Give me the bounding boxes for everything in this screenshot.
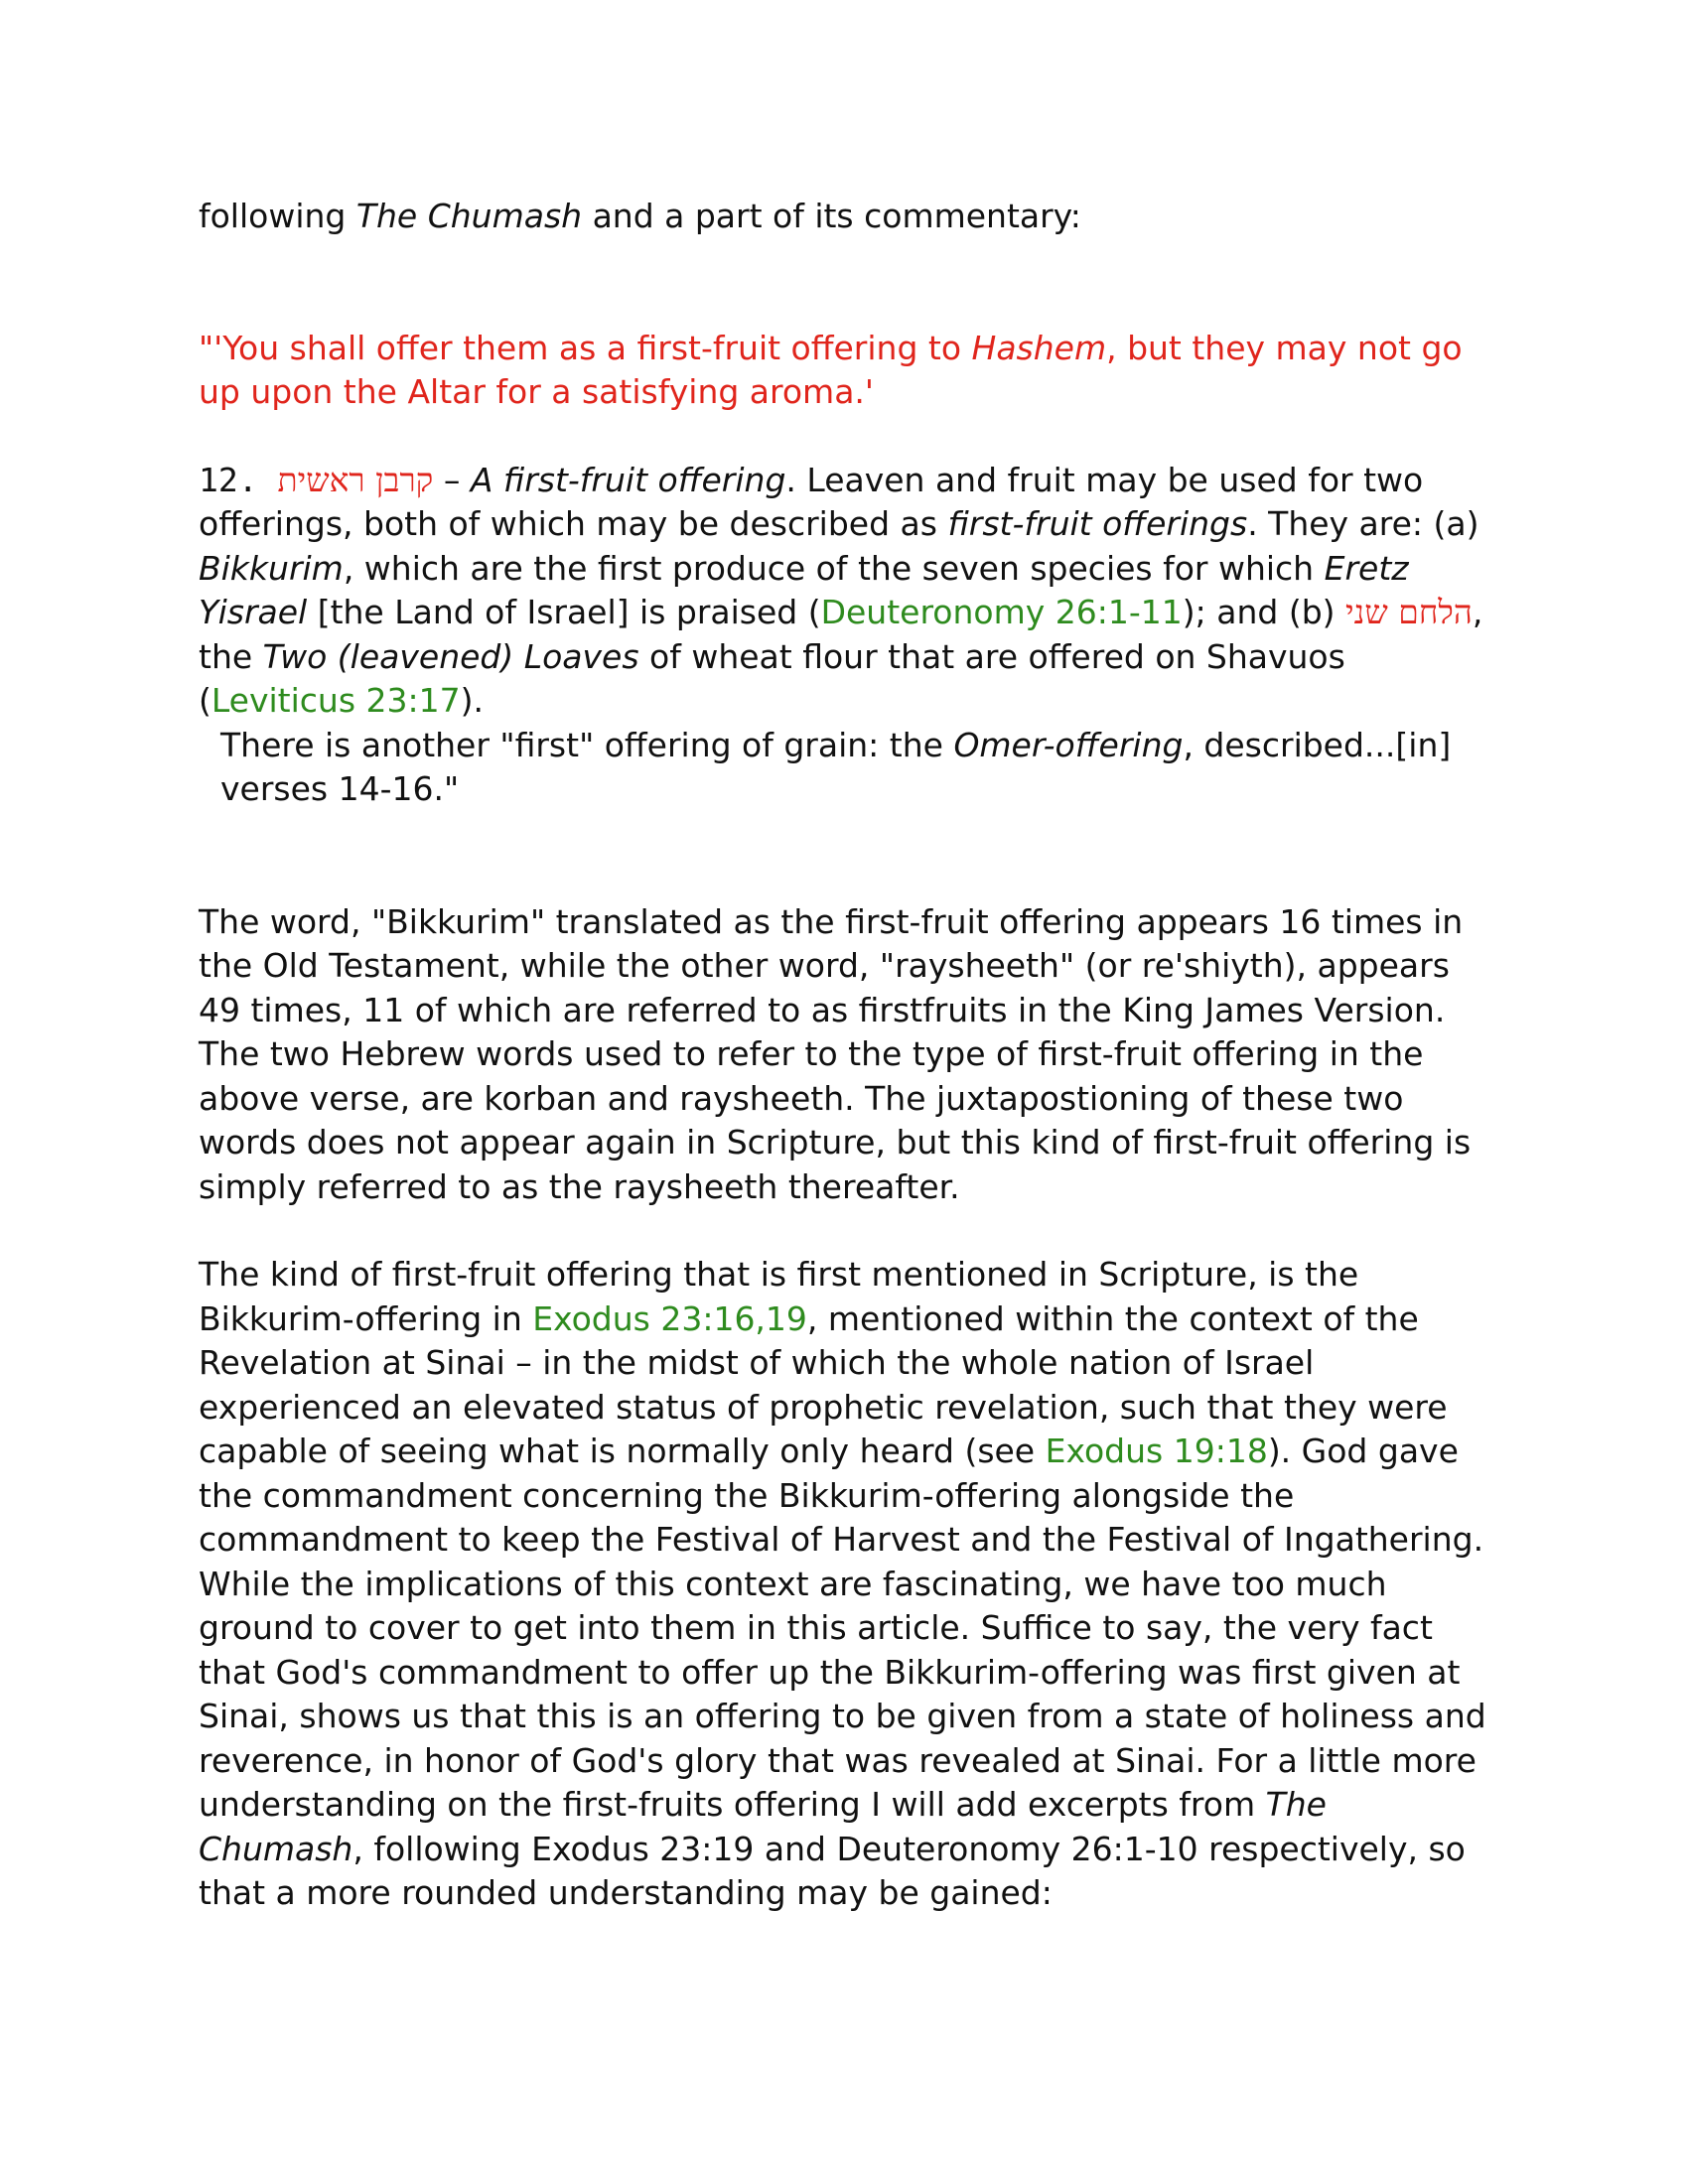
hashem-word: Hashem <box>971 328 1107 367</box>
title-translation: A first-fruit offering <box>470 460 786 499</box>
scripture-quote: "'You shall offer them as a first-fruit offering to Hashem, but they may not go up upon the Altar for a satisfying aroma.' <box>199 328 1463 411</box>
hebrew-title: קרבן ראשית <box>277 460 434 499</box>
document-page <box>199 195 1489 1916</box>
book-title: The Chumash <box>199 1785 1327 1868</box>
commentary-block <box>199 459 1489 812</box>
commentary-paragraph-2: There is another "first" offering of grain: the Omer-offering, described...[in] verses 14-16." <box>220 725 1452 808</box>
body-paragraph-1: The word, "Bikkurim" translated as the first-fruit offering appears 16 times in the Old Testament, while the other word, "raysheeth" (or re'shiyth), appears 49 times, 11 of which are referred to as firstfruits in the King James Version. The two Hebrew words used to refer to the type of first-fruit offering in the above verse, are korban and raysheeth. The juxtapostioning of these two words does not appear again in Scripture, but this kind of first-fruit offering is simply referred to as the raysheeth thereafter. <box>199 901 1472 1206</box>
scripture-link-leviticus[interactable]: Leviticus 23:17 <box>211 681 461 720</box>
hebrew-two-loaves: הלחם שני <box>1345 593 1473 631</box>
scripture-link-exodus-23[interactable]: Exodus 23:16,19 <box>532 1298 807 1338</box>
verse-number: 12. <box>199 460 278 499</box>
scripture-link-exodus-19[interactable]: Exodus 19:18 <box>1045 1432 1268 1470</box>
scripture-link-deuteronomy[interactable]: Deuteronomy 26:1-11 <box>820 593 1183 631</box>
body-paragraph-2: The kind of first-fruit offering that is first mentioned in Scripture, is the Bikkurim-offering in Exodus 23:16,19, mentioned within the context of the Revelation at Sinai – in the midst of which the whole nation of Israel experienced an elevated status of prophetic revelation, such that they were capable of seeing what is normally only heard (see Exodus 19:18). God gave the commandment concerning the Bikkurim-offering alongside the commandment to keep the Festival of Harvest and the Festival of Ingathering. While the implications of this context are fascinating, we have too much ground to cover to get into them in this article. Suffice to say, the very fact that God's commandment to offer up the Bikkurim-offering was first given at Sinai, shows us that this is an offering to be given from a state of holiness and reverence, in honor of God's glory that was revealed at Sinai. For a little more understanding on the first-fruits offering I will add excerpts from The Chumash, following Exodus 23:19 and Deuteronomy 26:1-10 respectively, so that a more rounded understanding may be gained: <box>199 1255 1486 1912</box>
book-title: The Chumash <box>355 197 583 235</box>
intro-line: following The Chumash and a part of its commentary: <box>199 197 1081 235</box>
commentary-paragraph: 12. קרבן ראשית – A first-fruit offering. Leaven and fruit may be used for two offerings, both of which may be described as first-fruit offerings. They are: (a) Bikkurim, which are the first produce of the seven species for which Eretz Yisrael [the Land of Israel] is praised (Deuteronomy 26:1-11); and (b) הלחם שני, the Two (leavened) Loaves of wheat flour that are offered on Shavuos (Leviticus 23:17). <box>199 460 1483 720</box>
